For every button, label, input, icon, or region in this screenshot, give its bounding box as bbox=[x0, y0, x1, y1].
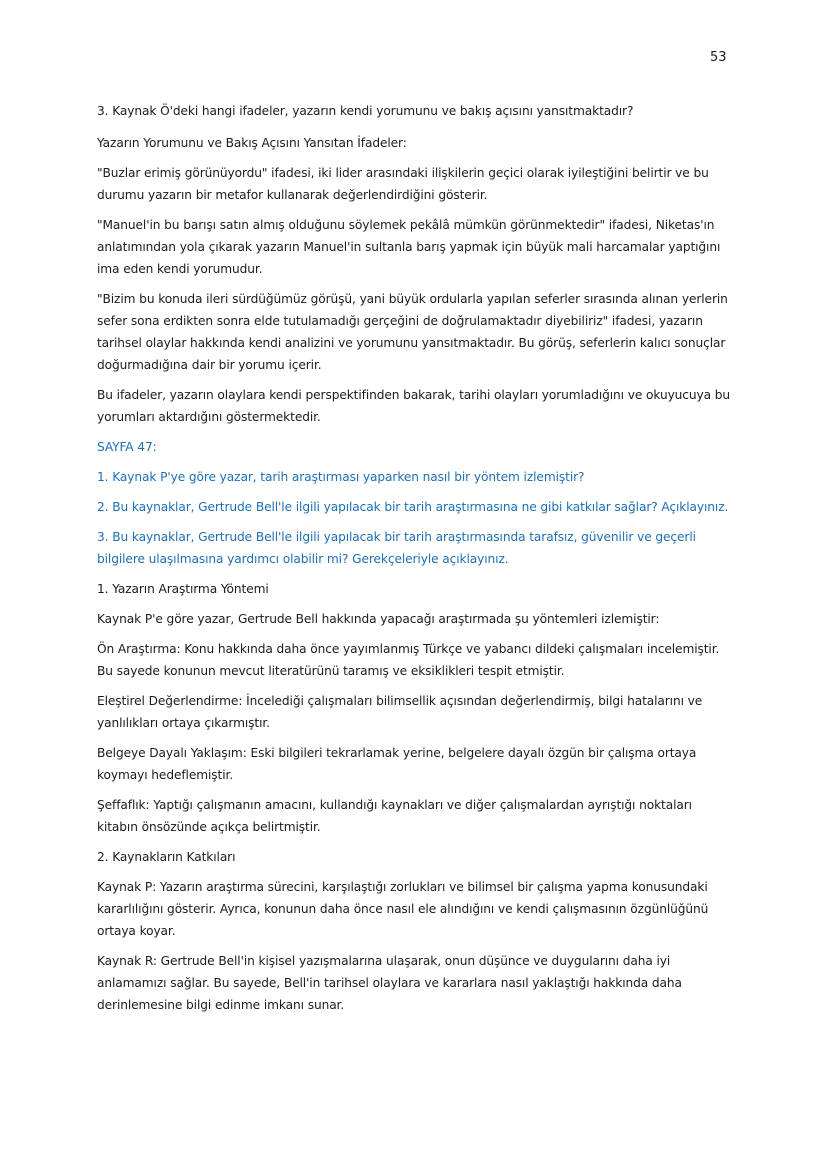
method-belgeye-dayali: Belgeye Dayalı Yaklaşım: Eski bilgileri tekrarlamak yerine, belgelere dayalı özgün bir çalışma ortaya koymayı hedeflemiştir. bbox=[97, 746, 697, 782]
method-on-arastirma: Ön Araştırma: Konu hakkında daha önce yayımlanmış Türkçe ve yabancı dildeki çalışmaları incelemiştir. Bu sayede konunun mevcut literatürünü taramış ve eksiklikleri tespit etmiştir. bbox=[97, 642, 720, 678]
paragraph-2: "Manuel'in bu barışı satın almış olduğunu söylemek pekâlâ mümkün görünmektedir" ifadesi, Niketas'ın anlatımından yola çıkarak yazarın Manuel'in sultanla barış yapmak için büyük mali harcamalar yaptığını ima eden kendi yorumudur. bbox=[97, 218, 721, 276]
question-2: 2. Bu kaynaklar, Gertrude Bell'le ilgili yapılacak bir tarih araştırmasına ne gibi katkılar sağlar? Açıklayınız. bbox=[97, 500, 729, 514]
contribution-kaynak-r: Kaynak R: Gertrude Bell'in kişisel yazışmalarına ulaşarak, onun düşünce ve duygularını daha iyi anlamamızı sağlar. Bu sayede, Bell'in tarihsel olaylara ve kararlara nasıl yaklaştığı hakkında daha derinlemesine bilgi edinme imkanı sunar. bbox=[97, 954, 682, 1012]
paragraph-3: "Bizim bu konuda ileri sürdüğümüz görüşü, yani büyük ordularla yapılan seferler sırasında alınan yerlerin sefer sona erdikten sonra elde tutulamadığı gerçeğini de doğrulamaktadır diyebiliriz" ifadesi, yazarın tarihsel olaylar hakkında kendi analizini ve yorumunu yansıtmaktadır. Bu görüş, seferlerin kalıcı sonuçlar doğurmadığına dair bir yorumu içerir. bbox=[97, 292, 728, 372]
paragraph-1: "Buzlar erimiş görünüyordu" ifadesi, iki lider arasındaki ilişkilerin geçici olarak iyileştiğini belirtir ve bu durumu yazarın bir metafor kullanarak değerlendirdiğini gösterir. bbox=[97, 166, 709, 202]
contribution-kaynak-p: Kaynak P: Yazarın araştırma sürecini, karşılaştığı zorlukları ve bilimsel bir çalışma yapma konusundaki kararlılığını gösterir. Ayrıca, konunun daha önce nasıl ele alındığını ve kendi çalışmasının özgünlüğünü ortaya koyar. bbox=[97, 880, 709, 938]
question-3-heading: 3. Kaynak Ö'deki hangi ifadeler, yazarın kendi yorumunu ve bakış açısını yansıtmaktadır? bbox=[97, 104, 634, 118]
question-1: 1. Kaynak P'ye göre yazar, tarih araştırması yaparken nasıl bir yöntem izlemiştir? bbox=[97, 470, 585, 484]
section-1-title: 1. Yazarın Araştırma Yöntemi bbox=[97, 582, 269, 596]
section-1-intro: Kaynak P'e göre yazar, Gertrude Bell hakkında yapacağı araştırmada şu yöntemleri izlemiştir: bbox=[97, 612, 660, 626]
question-3: 3. Bu kaynaklar, Gertrude Bell'le ilgili yapılacak bir tarih araştırmasında tarafsız, güvenilir ve geçerli bilgilere ulaşılmasına yardımcı olabilir mi? Gerekçeleriyle açıklayınız. bbox=[97, 530, 696, 566]
sayfa-label: SAYFA 47: bbox=[97, 440, 157, 454]
section-2-title: 2. Kaynakların Katkıları bbox=[97, 850, 236, 864]
paragraph-4: Bu ifadeler, yazarın olaylara kendi perspektifinden bakarak, tarihi olayları yorumladığını ve okuyucuya bu yorumları aktardığını göstermektedir. bbox=[97, 388, 731, 424]
answer-heading: Yazarın Yorumunu ve Bakış Açısını Yansıtan İfadeler: bbox=[97, 136, 407, 150]
page-number: 53 bbox=[710, 50, 727, 65]
method-elestirel: Eleştirel Değerlendirme: İncelediği çalışmaları bilimsellik açısından değerlendirmiş, bilgi hatalarını ve yanlılıkları ortaya çıkarmıştır. bbox=[97, 694, 703, 730]
method-seffaflik: Şeffaflık: Yaptığı çalışmanın amacını, kullandığı kaynakları ve diğer çalışmalardan ayrıştığı noktaları kitabın önsözünde açıkça belirtmiştir. bbox=[97, 798, 692, 834]
document-body bbox=[97, 100, 733, 1024]
